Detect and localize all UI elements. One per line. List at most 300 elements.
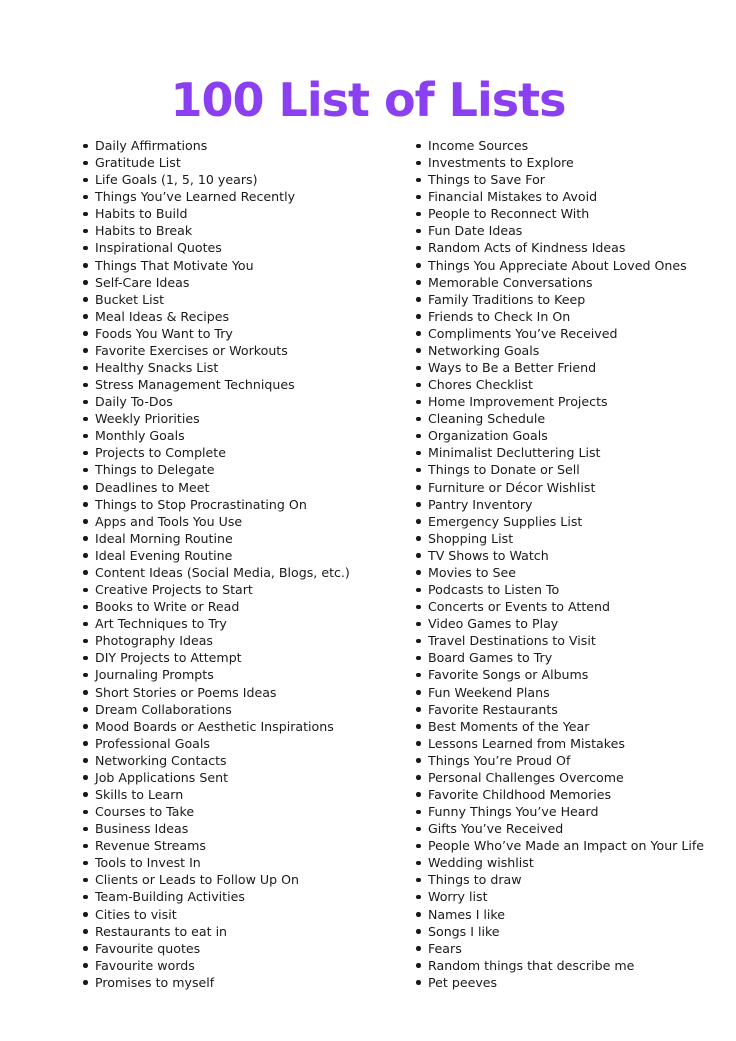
list-item xyxy=(413,547,713,564)
bullet-icon xyxy=(83,502,88,507)
bullet-icon xyxy=(416,827,421,832)
list-item-label: Promises to myself xyxy=(95,974,215,990)
bullet-icon xyxy=(416,707,421,712)
list-item xyxy=(413,496,713,513)
bullet-icon xyxy=(83,724,88,729)
list-item-label: Healthy Snacks List xyxy=(95,360,219,376)
list-item-label: Things to Donate or Sell xyxy=(428,462,580,478)
list-item xyxy=(413,854,713,871)
list-item-label: Photography Ideas xyxy=(95,633,213,649)
list-item xyxy=(80,444,400,461)
list-item xyxy=(80,496,400,513)
list-item-label: Ways to Be a Better Friend xyxy=(428,360,597,376)
bullet-icon xyxy=(83,229,88,234)
bullet-icon xyxy=(83,195,88,200)
bullet-icon xyxy=(83,536,88,541)
bullet-icon xyxy=(83,331,88,336)
bullet-icon xyxy=(416,417,421,422)
bullet-icon xyxy=(83,690,88,695)
list-item xyxy=(413,701,713,718)
bullet-icon xyxy=(83,980,88,985)
list-item xyxy=(413,137,713,154)
bullet-icon xyxy=(416,673,421,678)
list-item xyxy=(80,274,400,291)
list-item-label: Favourite words xyxy=(95,957,195,973)
list-item xyxy=(413,803,713,820)
list-item-label: Movies to See xyxy=(428,564,516,580)
list-item xyxy=(80,239,400,256)
bullet-icon xyxy=(416,434,421,439)
list-item xyxy=(80,684,400,701)
list-item xyxy=(80,957,400,974)
list-item xyxy=(413,410,713,427)
list-item-label: Memorable Conversations xyxy=(428,274,593,290)
bullet-icon xyxy=(83,741,88,746)
list-item-label: Networking Contacts xyxy=(95,752,227,768)
bullet-icon xyxy=(416,246,421,251)
bullet-icon xyxy=(83,366,88,371)
bullet-icon xyxy=(83,451,88,456)
list-item xyxy=(80,410,400,427)
list-item xyxy=(80,325,400,342)
list-item xyxy=(413,530,713,547)
list-item-label: Furniture or Décor Wishlist xyxy=(428,479,596,495)
bullet-icon xyxy=(83,605,88,610)
list-item xyxy=(80,137,400,154)
bullet-icon xyxy=(83,485,88,490)
list-item-label: Investments to Explore xyxy=(428,155,574,171)
list-item-label: Favorite Exercises or Workouts xyxy=(95,342,288,358)
list-item xyxy=(413,769,713,786)
right-list xyxy=(413,137,713,991)
list-item xyxy=(80,205,400,222)
bullet-icon xyxy=(83,758,88,763)
bullet-icon xyxy=(416,639,421,644)
list-item-label: Things That Motivate You xyxy=(95,257,254,273)
bullet-icon xyxy=(83,178,88,183)
list-item xyxy=(413,308,713,325)
list-item xyxy=(80,854,400,871)
list-item xyxy=(413,564,713,581)
bullet-icon xyxy=(83,775,88,780)
list-item xyxy=(80,888,400,905)
list-item-label: Apps and Tools You Use xyxy=(95,513,243,529)
list-item-label: Skills to Learn xyxy=(95,786,184,802)
list-item xyxy=(80,342,400,359)
list-item xyxy=(80,666,400,683)
bullet-icon xyxy=(416,195,421,200)
bullet-icon xyxy=(83,161,88,166)
bullet-icon xyxy=(83,297,88,302)
list-item-label: Best Moments of the Year xyxy=(428,718,590,734)
list-item-label: Foods You Want to Try xyxy=(95,325,233,341)
list-item xyxy=(413,615,713,632)
list-item xyxy=(80,871,400,888)
list-item xyxy=(80,701,400,718)
list-item xyxy=(413,684,713,701)
bullet-icon xyxy=(83,400,88,405)
list-item xyxy=(80,923,400,940)
list-item-label: Bucket List xyxy=(95,291,165,307)
list-item-label: Job Applications Sent xyxy=(95,769,229,785)
bullet-icon xyxy=(83,468,88,473)
list-item-label: Favorite Childhood Memories xyxy=(428,786,612,802)
list-item-label: Weekly Priorities xyxy=(95,411,200,427)
list-item-label: Shopping List xyxy=(428,530,514,546)
bullet-icon xyxy=(83,383,88,388)
list-item-label: Wedding wishlist xyxy=(428,855,534,871)
bullet-icon xyxy=(83,570,88,575)
bullet-icon xyxy=(416,536,421,541)
list-item-label: Songs I like xyxy=(428,923,500,939)
list-item-label: Pet peeves xyxy=(428,974,498,990)
list-item-label: Meal Ideas & Recipes xyxy=(95,308,230,324)
list-item-label: Emergency Supplies List xyxy=(428,513,583,529)
bullet-icon xyxy=(416,280,421,285)
bullet-icon xyxy=(416,895,421,900)
list-item xyxy=(80,461,400,478)
list-item-label: Self-Care Ideas xyxy=(95,274,190,290)
bullet-icon xyxy=(83,810,88,815)
bullet-icon xyxy=(83,434,88,439)
bullet-icon xyxy=(416,263,421,268)
list-item xyxy=(413,837,713,854)
list-item-label: Networking Goals xyxy=(428,342,540,358)
list-item-label: Restaurants to eat in xyxy=(95,923,228,939)
list-item xyxy=(80,257,400,274)
bullet-icon xyxy=(416,229,421,234)
bullet-icon xyxy=(416,690,421,695)
bullet-icon xyxy=(416,861,421,866)
list-item xyxy=(80,769,400,786)
list-item-label: Projects to Complete xyxy=(95,445,226,461)
bullet-icon xyxy=(416,724,421,729)
list-item xyxy=(413,257,713,274)
list-item-label: Random Acts of Kindness Ideas xyxy=(428,240,626,256)
list-item xyxy=(413,871,713,888)
list-item xyxy=(80,291,400,308)
list-item xyxy=(80,547,400,564)
list-item-label: Team-Building Activities xyxy=(95,889,245,905)
list-item xyxy=(413,888,713,905)
list-item xyxy=(413,376,713,393)
bullet-icon xyxy=(83,963,88,968)
list-item xyxy=(80,154,400,171)
list-item-label: Life Goals (1, 5, 10 years) xyxy=(95,172,258,188)
bullet-icon xyxy=(416,912,421,917)
list-item-label: Personal Challenges Overcome xyxy=(428,769,624,785)
list-item-label: Things You’ve Learned Recently xyxy=(95,189,296,205)
list-item-label: Deadlines to Meet xyxy=(95,479,210,495)
list-item-label: Courses to Take xyxy=(95,804,195,820)
list-item-label: Worry list xyxy=(428,889,488,905)
list-item xyxy=(413,649,713,666)
list-item xyxy=(80,171,400,188)
list-item-label: Business Ideas xyxy=(95,821,189,837)
bullet-icon xyxy=(83,553,88,558)
list-item-label: Ideal Evening Routine xyxy=(95,547,233,563)
bullet-icon xyxy=(83,622,88,627)
list-item xyxy=(413,274,713,291)
bullet-icon xyxy=(416,758,421,763)
bullet-icon xyxy=(416,656,421,661)
list-item xyxy=(413,581,713,598)
list-item xyxy=(413,171,713,188)
list-item-label: Habits to Break xyxy=(95,223,193,239)
list-item-label: Habits to Build xyxy=(95,206,188,222)
list-item-label: Clients or Leads to Follow Up On xyxy=(95,872,299,888)
bullet-icon xyxy=(416,622,421,627)
list-item-label: Financial Mistakes to Avoid xyxy=(428,189,598,205)
list-item-label: Concerts or Events to Attend xyxy=(428,599,611,615)
list-item-label: Books to Write or Read xyxy=(95,599,240,615)
bullet-icon xyxy=(416,485,421,490)
bullet-icon xyxy=(416,792,421,797)
list-item-label: Funny Things You’ve Heard xyxy=(428,804,599,820)
list-item-label: Things to Save For xyxy=(428,172,545,188)
list-item-label: Gifts You’ve Received xyxy=(428,821,564,837)
list-item-label: Professional Goals xyxy=(95,735,210,751)
bullet-icon xyxy=(416,878,421,883)
bullet-icon xyxy=(416,297,421,302)
list-item-label: TV Shows to Watch xyxy=(428,547,549,563)
list-item xyxy=(413,239,713,256)
list-item-label: Dream Collaborations xyxy=(95,701,232,717)
list-item xyxy=(413,479,713,496)
list-item-label: Things to draw xyxy=(428,872,522,888)
list-item xyxy=(413,735,713,752)
list-item-label: Things You Appreciate About Loved Ones xyxy=(428,257,687,273)
bullet-icon xyxy=(416,929,421,934)
list-item xyxy=(413,957,713,974)
list-item xyxy=(80,718,400,735)
bullet-icon xyxy=(416,775,421,780)
list-item xyxy=(413,906,713,923)
list-item-label: Family Traditions to Keep xyxy=(428,291,586,307)
list-item xyxy=(80,513,400,530)
bullet-icon xyxy=(83,707,88,712)
list-item xyxy=(413,359,713,376)
list-item xyxy=(80,581,400,598)
list-item-label: Daily To-Dos xyxy=(95,394,173,410)
bullet-icon xyxy=(83,844,88,849)
list-item xyxy=(413,923,713,940)
list-item xyxy=(413,444,713,461)
list-item-label: Chores Checklist xyxy=(428,377,533,393)
bullet-icon xyxy=(416,844,421,849)
bullet-icon xyxy=(83,519,88,524)
list-item xyxy=(413,461,713,478)
bullet-icon xyxy=(416,605,421,610)
list-item xyxy=(80,222,400,239)
list-item xyxy=(80,479,400,496)
bullet-icon xyxy=(416,331,421,336)
list-item xyxy=(80,649,400,666)
bullet-icon xyxy=(416,810,421,815)
page-title: 100 List of Lists xyxy=(170,73,566,127)
list-item xyxy=(80,837,400,854)
list-item xyxy=(413,974,713,991)
list-item xyxy=(413,752,713,769)
list-item-label: Art Techniques to Try xyxy=(95,616,227,632)
bullet-icon xyxy=(416,519,421,524)
bullet-icon xyxy=(83,895,88,900)
bullet-icon xyxy=(416,314,421,319)
bullet-icon xyxy=(416,468,421,473)
list-item-label: Tools to Invest In xyxy=(95,855,201,871)
list-item xyxy=(413,513,713,530)
list-item xyxy=(413,291,713,308)
bullet-icon xyxy=(83,348,88,353)
list-item-label: Video Games to Play xyxy=(428,616,559,632)
list-item-label: Names I like xyxy=(428,906,506,922)
list-item xyxy=(80,752,400,769)
bullet-icon xyxy=(416,348,421,353)
bullet-icon xyxy=(416,553,421,558)
list-item xyxy=(413,205,713,222)
bullet-icon xyxy=(83,144,88,149)
list-item-label: Random things that describe me xyxy=(428,957,635,973)
bullet-icon xyxy=(83,263,88,268)
list-item xyxy=(80,735,400,752)
bullet-icon xyxy=(416,366,421,371)
list-item-label: Things to Delegate xyxy=(95,462,215,478)
list-item xyxy=(413,786,713,803)
list-item-label: Mood Boards or Aesthetic Inspirations xyxy=(95,718,334,734)
list-item xyxy=(413,222,713,239)
list-item-label: Fun Weekend Plans xyxy=(428,684,550,700)
bullet-icon xyxy=(83,417,88,422)
list-item xyxy=(80,393,400,410)
list-item-label: Minimalist Decluttering List xyxy=(428,445,601,461)
list-item-label: Fun Date Ideas xyxy=(428,223,523,239)
bullet-icon xyxy=(83,827,88,832)
list-item-label: Organization Goals xyxy=(428,428,548,444)
bullet-icon xyxy=(416,161,421,166)
list-item-label: Things to Stop Procrastinating On xyxy=(95,496,307,512)
list-item xyxy=(80,564,400,581)
list-item-label: Favorite Songs or Albums xyxy=(428,667,589,683)
bullet-icon xyxy=(83,673,88,678)
list-item xyxy=(80,803,400,820)
list-item xyxy=(413,342,713,359)
bullet-icon xyxy=(416,400,421,405)
list-item xyxy=(80,632,400,649)
list-item-label: Cleaning Schedule xyxy=(428,411,546,427)
list-item-label: Ideal Morning Routine xyxy=(95,530,233,546)
list-item xyxy=(413,940,713,957)
list-item-label: Travel Destinations to Visit xyxy=(428,633,596,649)
list-item xyxy=(413,393,713,410)
list-item xyxy=(413,427,713,444)
bullet-icon xyxy=(416,741,421,746)
bullet-icon xyxy=(416,570,421,575)
list-item-label: DIY Projects to Attempt xyxy=(95,650,242,666)
bullet-icon xyxy=(83,212,88,217)
list-item-label: Favorite Restaurants xyxy=(428,701,558,717)
list-item-label: Favourite quotes xyxy=(95,940,201,956)
list-item-label: Journaling Prompts xyxy=(95,667,214,683)
list-item xyxy=(413,666,713,683)
bullet-icon xyxy=(83,929,88,934)
bullet-icon xyxy=(416,144,421,149)
list-item xyxy=(80,598,400,615)
bullet-icon xyxy=(416,588,421,593)
left-list xyxy=(80,137,400,991)
bullet-icon xyxy=(83,639,88,644)
list-item-label: Fears xyxy=(428,940,462,956)
bullet-icon xyxy=(416,178,421,183)
list-item xyxy=(413,820,713,837)
list-item xyxy=(80,974,400,991)
list-item-label: Cities to visit xyxy=(95,906,177,922)
list-item-label: Pantry Inventory xyxy=(428,496,533,512)
list-item-label: Creative Projects to Start xyxy=(95,582,253,598)
bullet-icon xyxy=(83,861,88,866)
list-item xyxy=(80,530,400,547)
list-item-label: Compliments You’ve Received xyxy=(428,325,618,341)
bullet-icon xyxy=(416,963,421,968)
list-item xyxy=(80,188,400,205)
list-item-label: Podcasts to Listen To xyxy=(428,582,560,598)
bullet-icon xyxy=(83,588,88,593)
list-item-label: Monthly Goals xyxy=(95,428,185,444)
bullet-icon xyxy=(83,656,88,661)
list-item xyxy=(80,786,400,803)
list-item-label: Board Games to Try xyxy=(428,650,553,666)
bullet-icon xyxy=(416,980,421,985)
list-item xyxy=(413,154,713,171)
list-item xyxy=(413,718,713,735)
bullet-icon xyxy=(83,912,88,917)
list-item-label: Friends to Check In On xyxy=(428,308,571,324)
bullet-icon xyxy=(83,792,88,797)
list-item xyxy=(80,308,400,325)
bullet-icon xyxy=(416,946,421,951)
list-item xyxy=(413,188,713,205)
list-item-label: Income Sources xyxy=(428,138,529,153)
list-item-label: Revenue Streams xyxy=(95,838,206,854)
list-item-label: Short Stories or Poems Ideas xyxy=(95,684,277,700)
list-item-label: Home Improvement Projects xyxy=(428,394,608,410)
bullet-icon xyxy=(83,280,88,285)
list-item-label: People to Reconnect With xyxy=(428,206,590,222)
list-item-label: People Who’ve Made an Impact on Your Life xyxy=(428,838,705,854)
bullet-icon xyxy=(83,314,88,319)
bullet-icon xyxy=(416,383,421,388)
list-item-label: Stress Management Techniques xyxy=(95,377,295,393)
bullet-icon xyxy=(83,946,88,951)
list-item xyxy=(80,906,400,923)
list-item xyxy=(413,598,713,615)
list-item xyxy=(80,940,400,957)
list-item-label: Lessons Learned from Mistakes xyxy=(428,735,625,751)
list-item xyxy=(80,820,400,837)
list-item xyxy=(80,376,400,393)
list-item xyxy=(80,359,400,376)
bullet-icon xyxy=(416,212,421,217)
list-item-label: Inspirational Quotes xyxy=(95,240,222,256)
list-item-label: Content Ideas (Social Media, Blogs, etc.) xyxy=(95,564,350,580)
list-item-label: Things You’re Proud Of xyxy=(428,752,571,768)
list-item-label: Gratitude List xyxy=(95,155,181,171)
list-item xyxy=(80,615,400,632)
list-item xyxy=(413,325,713,342)
bullet-icon xyxy=(416,502,421,507)
list-item-label: Daily Affirmations xyxy=(95,138,208,153)
list-item xyxy=(80,427,400,444)
bullet-icon xyxy=(83,246,88,251)
